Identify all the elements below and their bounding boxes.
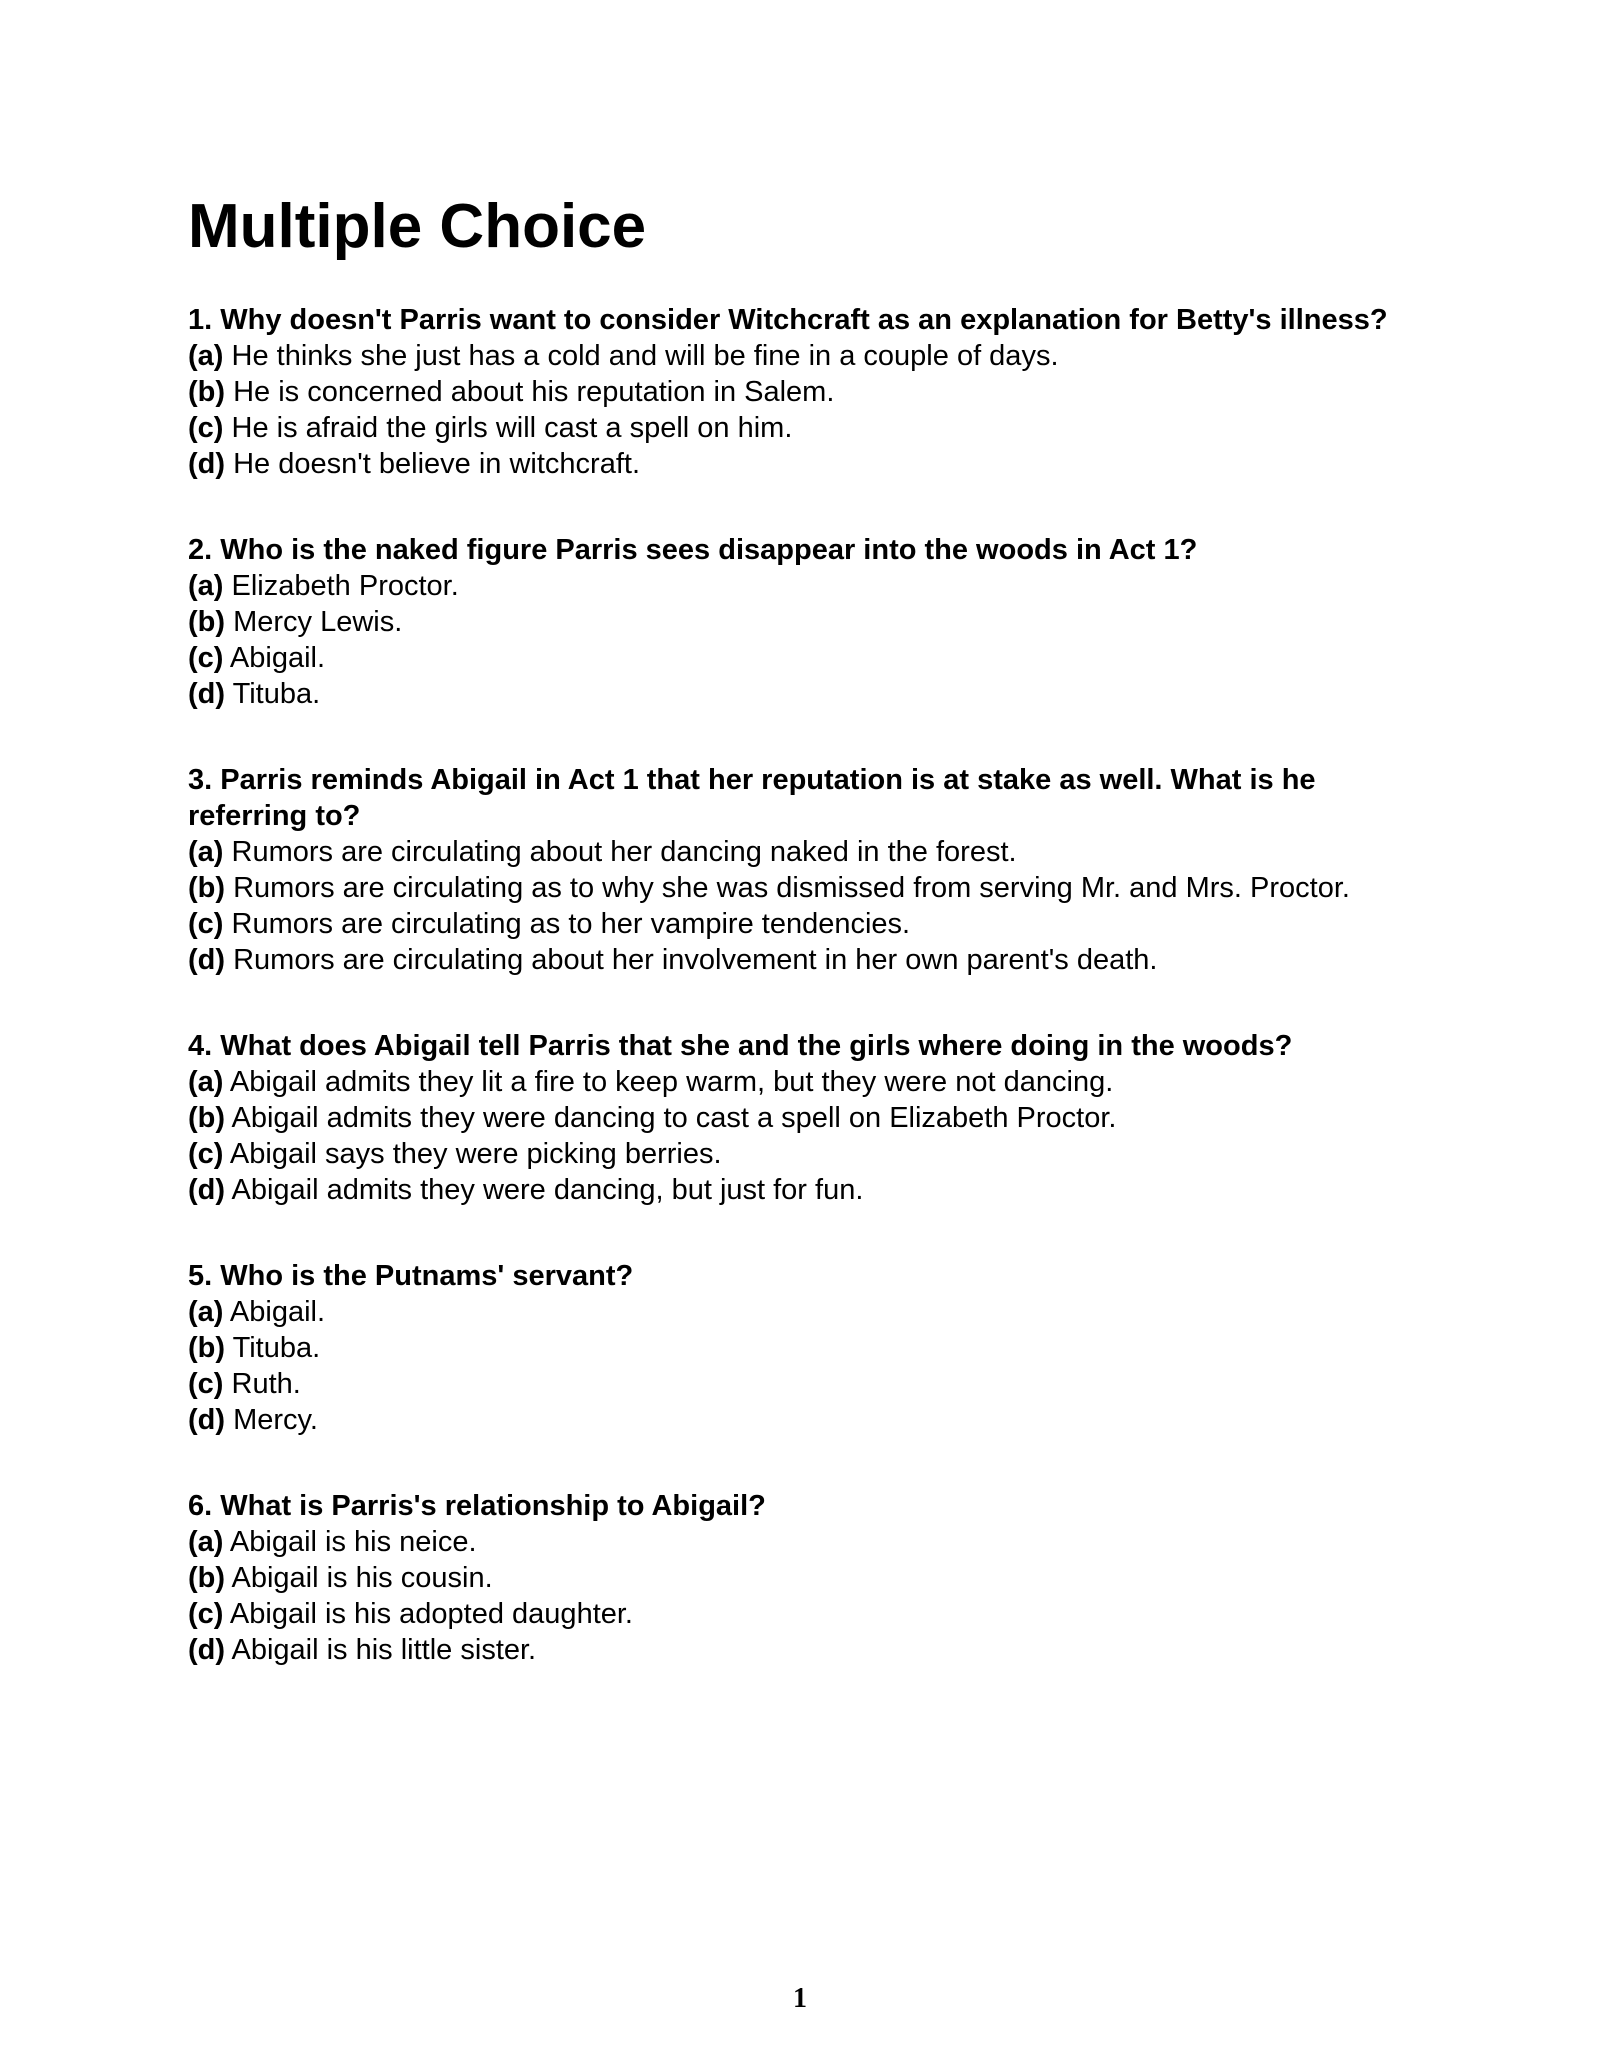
question-text: 1. Why doesn't Parris want to consider Witchcraft as an explanation for Betty's illness? xyxy=(188,304,1388,336)
option-b xyxy=(188,1560,1428,1596)
option-text: Mercy Lewis. xyxy=(233,606,403,638)
option-text: Abigail is his cousin. xyxy=(231,1562,493,1594)
question-text: 6. What is Parris's relationship to Abigail? xyxy=(188,1490,766,1522)
question-text: 5. Who is the Putnams' servant? xyxy=(188,1260,634,1292)
option-text: Tituba. xyxy=(232,1332,321,1364)
option-letter: (b) xyxy=(188,606,226,638)
question-text: 2. Who is the naked figure Parris sees disappear into the woods in Act 1? xyxy=(188,534,1198,566)
page-title: Multiple Choice xyxy=(188,192,647,261)
option-text: Abigail is his neice. xyxy=(229,1526,477,1558)
option-c xyxy=(188,410,1428,446)
option-letter: (a) xyxy=(188,570,224,602)
option-text: Abigail is his adopted daughter. xyxy=(229,1598,633,1630)
option-letter: (a) xyxy=(188,1526,224,1558)
option-text: Tituba. xyxy=(232,678,321,710)
question-4 xyxy=(188,1028,1428,1208)
question-text: 4. What does Abigail tell Parris that she and the girls where doing in the woods? xyxy=(188,1030,1293,1062)
option-letter: (d) xyxy=(188,678,226,710)
option-text: Rumors are circulating as to why she was dismissed from serving Mr. and Mrs. Proctor. xyxy=(233,872,1350,904)
question-5 xyxy=(188,1258,1428,1438)
option-letter: (a) xyxy=(188,1296,224,1328)
option-c xyxy=(188,906,1428,942)
option-a xyxy=(188,1064,1428,1100)
option-text: Abigail. xyxy=(229,1296,326,1328)
option-text: Rumors are circulating as to her vampire tendencies. xyxy=(231,908,911,940)
option-c xyxy=(188,1366,1428,1402)
option-letter: (c) xyxy=(188,642,224,674)
option-d xyxy=(188,942,1428,978)
option-letter: (d) xyxy=(188,1404,226,1436)
option-letter: (c) xyxy=(188,1368,224,1400)
option-d xyxy=(188,1402,1428,1438)
question-1 xyxy=(188,302,1428,482)
option-text: Abigail admits they were dancing, but just for fun. xyxy=(231,1174,864,1206)
option-b xyxy=(188,604,1428,640)
option-letter: (b) xyxy=(188,1102,226,1134)
option-text: Mercy. xyxy=(233,1404,318,1436)
option-b xyxy=(188,374,1428,410)
option-letter: (c) xyxy=(188,908,224,940)
option-letter: (c) xyxy=(188,1598,224,1630)
option-text: Rumors are circulating about her involvement in her own parent's death. xyxy=(233,944,1158,976)
option-letter: (d) xyxy=(188,1174,226,1206)
question-2 xyxy=(188,532,1428,712)
option-letter: (b) xyxy=(188,1332,226,1364)
option-letter: (b) xyxy=(188,1562,226,1594)
option-a xyxy=(188,1524,1428,1560)
option-text: Abigail. xyxy=(229,642,326,674)
option-letter: (c) xyxy=(188,1138,224,1170)
option-letter: (d) xyxy=(188,448,226,480)
option-a xyxy=(188,568,1428,604)
option-b xyxy=(188,1100,1428,1136)
option-a xyxy=(188,1294,1428,1330)
option-a xyxy=(188,834,1428,870)
option-letter: (a) xyxy=(188,340,224,372)
option-c xyxy=(188,1596,1428,1632)
option-text: Abigail admits they lit a fire to keep warm, but they were not dancing. xyxy=(229,1066,1114,1098)
option-text: Ruth. xyxy=(231,1368,301,1400)
option-text: Abigail is his little sister. xyxy=(231,1634,537,1666)
question-6 xyxy=(188,1488,1428,1668)
option-b xyxy=(188,870,1428,906)
option-letter: (a) xyxy=(188,836,224,868)
option-d xyxy=(188,1172,1428,1208)
option-c xyxy=(188,1136,1428,1172)
option-text: Abigail says they were picking berries. xyxy=(229,1138,722,1170)
option-letter: (b) xyxy=(188,376,226,408)
option-letter: (a) xyxy=(188,1066,224,1098)
option-d xyxy=(188,1632,1428,1668)
option-d xyxy=(188,676,1428,712)
option-letter: (d) xyxy=(188,944,226,976)
option-b xyxy=(188,1330,1428,1366)
option-c xyxy=(188,640,1428,676)
option-letter: (d) xyxy=(188,1634,226,1666)
option-letter: (c) xyxy=(188,412,224,444)
page-number: 1 xyxy=(793,1983,807,2014)
option-a xyxy=(188,338,1428,374)
question-3 xyxy=(188,762,1428,978)
option-text: He is concerned about his reputation in Salem. xyxy=(233,376,835,408)
option-text: Elizabeth Proctor. xyxy=(231,570,459,602)
question-text: 3. Parris reminds Abigail in Act 1 that her reputation is at stake as well. What is he referring to? xyxy=(188,764,1316,832)
option-text: Rumors are circulating about her dancing naked in the forest. xyxy=(231,836,1017,868)
option-text: He is afraid the girls will cast a spell on him. xyxy=(231,412,793,444)
document-page xyxy=(188,188,1428,1718)
option-text: He doesn't believe in witchcraft. xyxy=(233,448,640,480)
option-d xyxy=(188,446,1428,482)
option-text: Abigail admits they were dancing to cast a spell on Elizabeth Proctor. xyxy=(231,1102,1117,1134)
option-text: He thinks she just has a cold and will be fine in a couple of days. xyxy=(231,340,1059,372)
option-letter: (b) xyxy=(188,872,226,904)
